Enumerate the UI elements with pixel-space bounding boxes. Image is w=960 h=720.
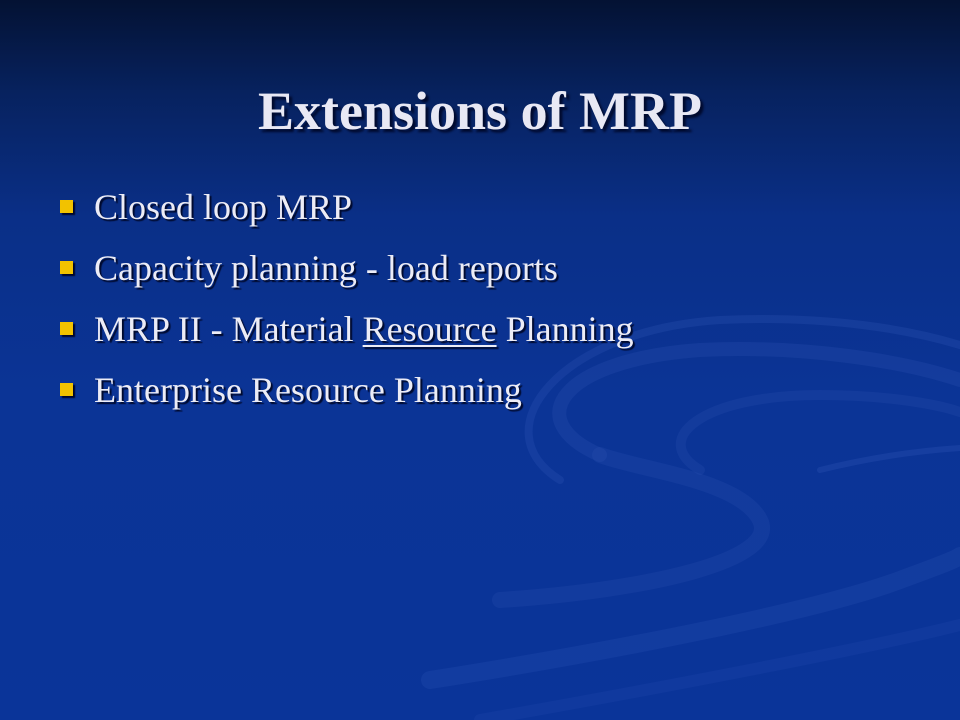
bullet-text: Closed loop MRP bbox=[94, 186, 353, 227]
bullet-text: Capacity planning - load reports bbox=[94, 247, 558, 288]
bullet-text-part: Planning bbox=[496, 308, 634, 349]
bullet-text: Enterprise Resource Planning bbox=[94, 369, 522, 410]
bullet-text bbox=[94, 308, 634, 349]
underlined-word: Resource bbox=[362, 308, 497, 349]
bullet-square-icon bbox=[60, 383, 73, 396]
bullet-text-part: MRP II - Material bbox=[94, 308, 363, 349]
bullet-square-icon bbox=[60, 261, 73, 274]
bullet-square-icon bbox=[60, 322, 73, 335]
bullet-item bbox=[60, 298, 634, 359]
bullet-item bbox=[60, 359, 634, 420]
slide-title: Extensions of MRP bbox=[258, 81, 702, 141]
bullet-list bbox=[60, 176, 634, 420]
bullet-item bbox=[60, 237, 634, 298]
bullet-square-icon bbox=[60, 200, 73, 213]
bullet-item bbox=[60, 176, 634, 237]
